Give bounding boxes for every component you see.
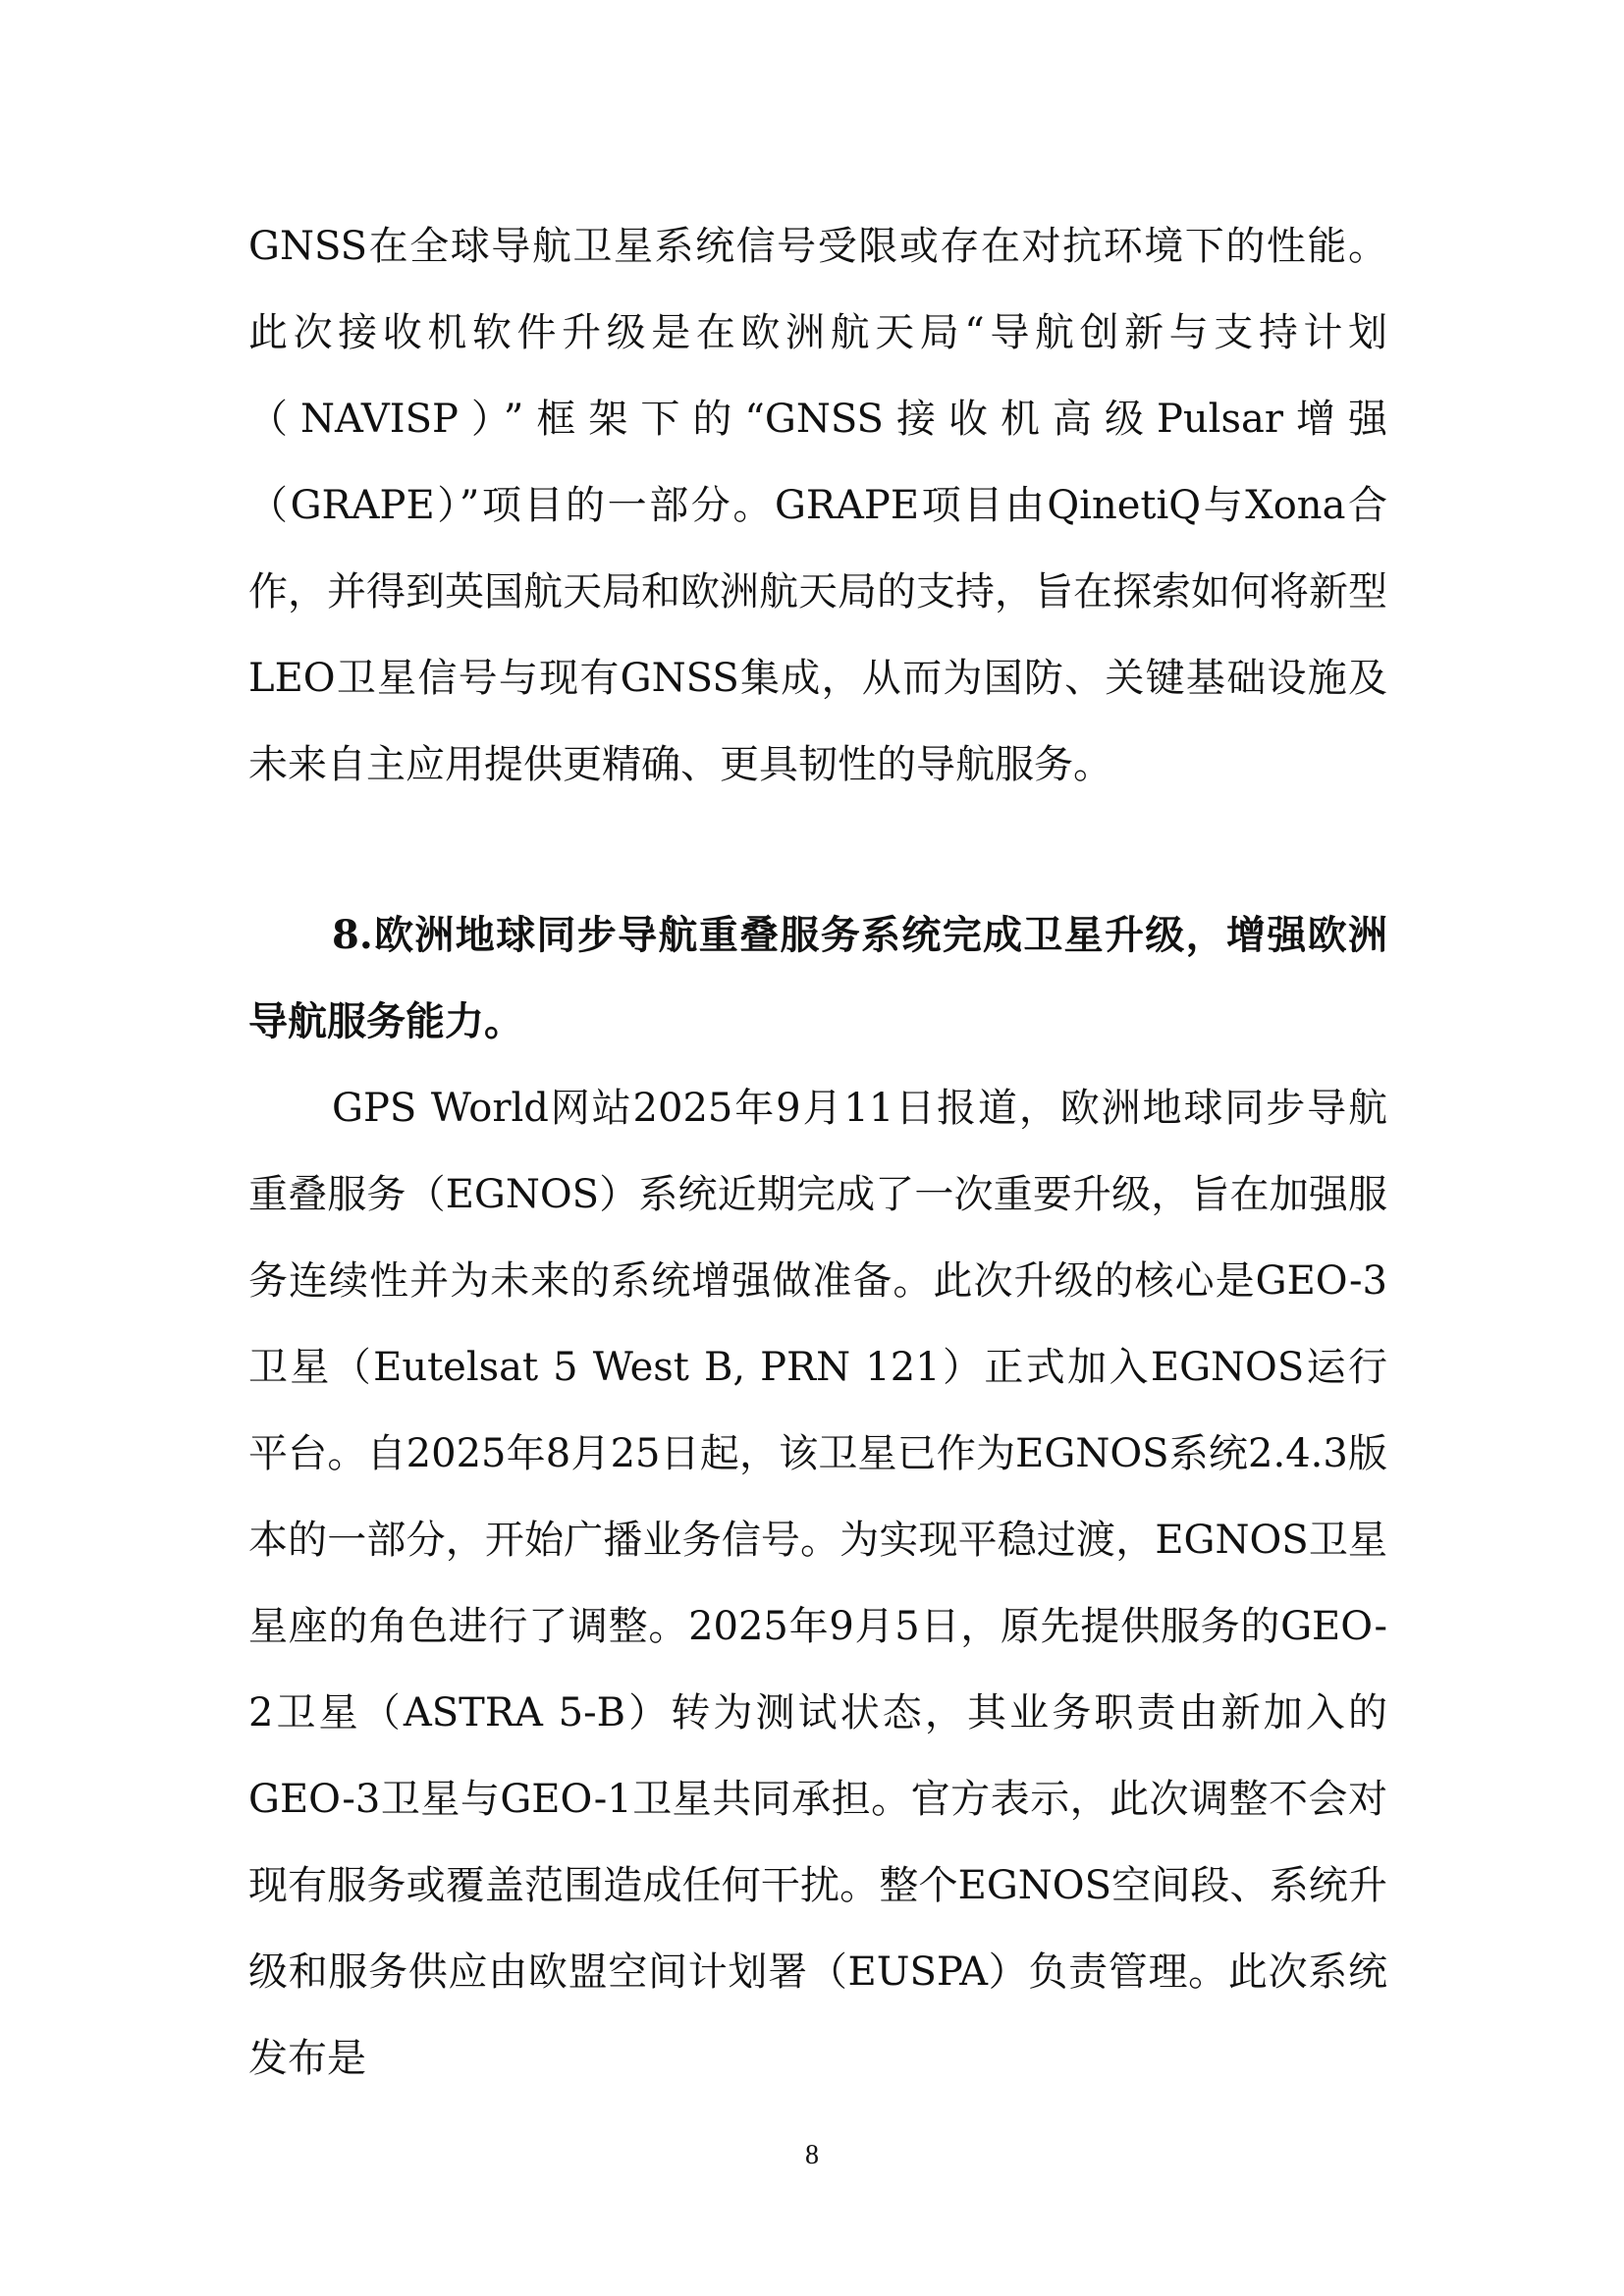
continued-paragraph-block — [248, 203, 1387, 808]
continued-paragraph: GNSS在全球导航卫星系统信号受限或存在对抗环境下的性能。此次接收机软件升级是在欧洲航天局“导航创新与支持计划（NAVISP）”框架下的“GNSS接收机高级Pulsar增强（GRAPE）”项目的一部分。GRAPE项目由QinetiQ与Xona合作，并得到英国航天局和欧洲航天局的支持，旨在探索如何将新型LEO卫星信号与现有GNSS集成，从而为国防、关键基础设施及未来自主应用提供更精确、更具韧性的导航服务。 — [248, 224, 1387, 787]
section-body-paragraph: GPS World网站2025年9月11日报道，欧洲地球同步导航重叠服务（EGNOS）系统近期完成了一次重要升级，旨在加强服务连续性并为未来的系统增强做准备。此次升级的核心是GEO-3卫星（Eutelsat 5 West B, PRN 121）正式加入EGNOS运行平台。自2025年8月25日起，该卫星已作为EGNOS系统2.4.3版本的一部分，开始广播业务信号。为实现平稳过渡，EGNOS卫星星座的角色进行了调整。2025年9月5日，原先提供服务的GEO-2卫星（ASTRA 5-B）转为测试状态，其业务职责由新加入的GEO-3卫星与GEO-1卫星共同承担。官方表示，此次调整不会对现有服务或覆盖范围造成任何干扰。整个EGNOS空间段、系统升级和服务供应由欧盟空间计划署（EUSPA）负责管理。此次系统发布是 — [248, 1086, 1387, 2081]
section-heading-block — [248, 892, 1387, 1065]
section-heading: 8.欧洲地球同步导航重叠服务系统完成卫星升级，增强欧洲导航服务能力。 — [248, 912, 1387, 1044]
page-number: 8 — [805, 2140, 819, 2170]
section-body-block — [248, 1065, 1387, 2102]
